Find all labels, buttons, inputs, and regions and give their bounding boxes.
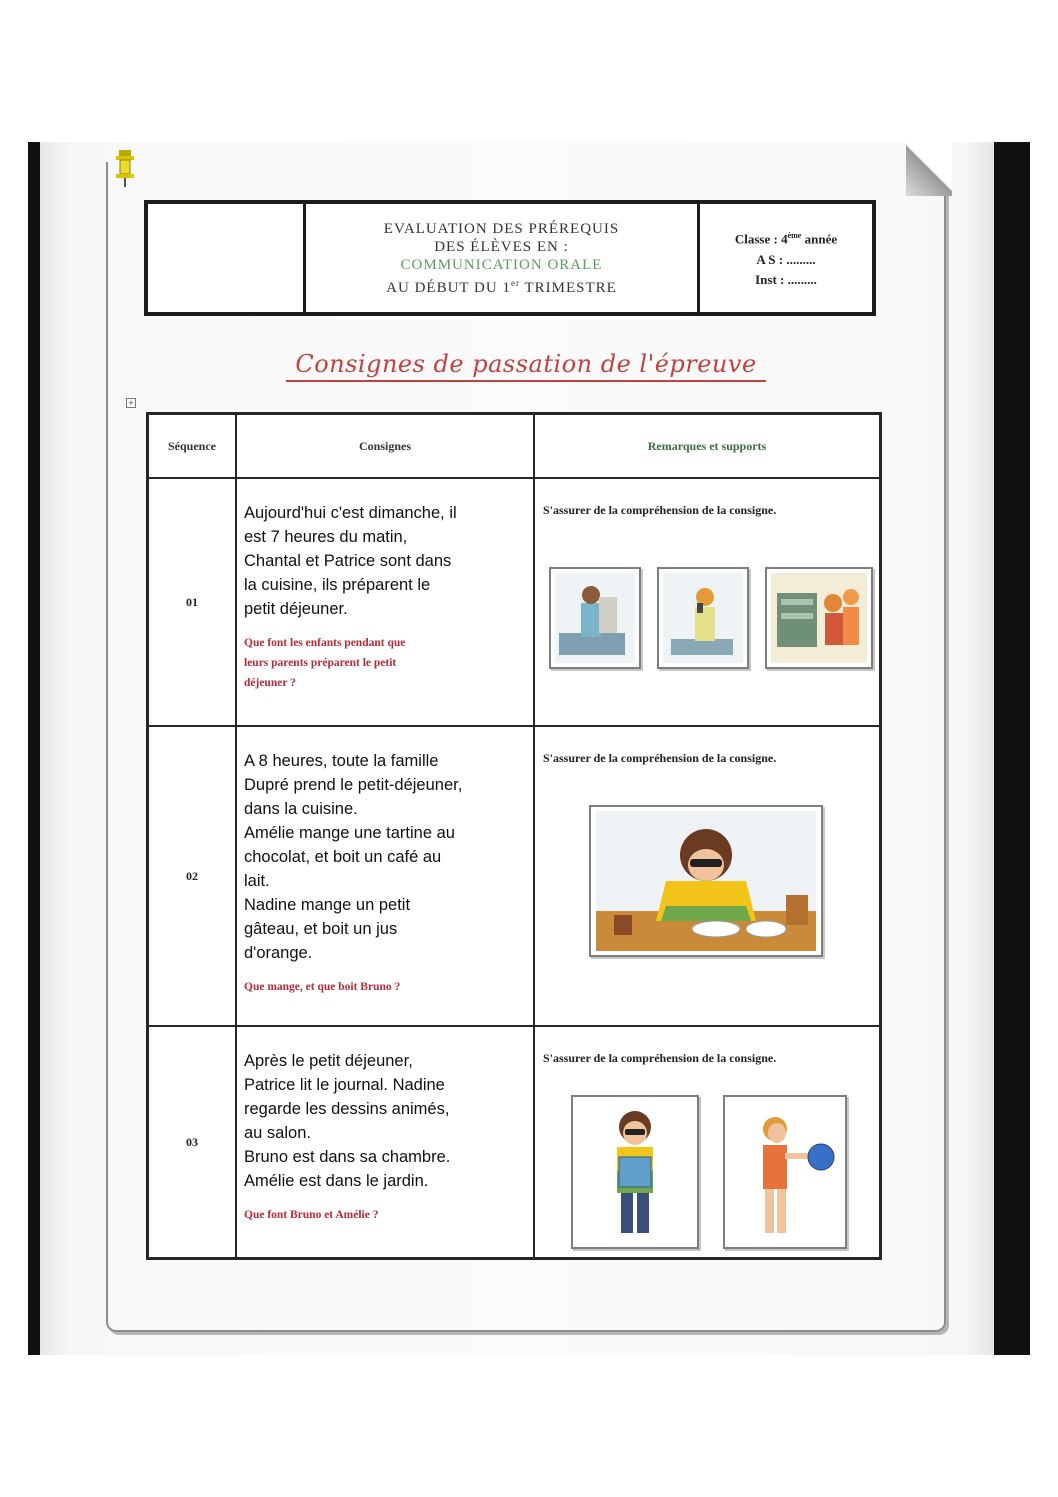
- children-kitchen-picture: [765, 567, 873, 669]
- header-remarks: Remarques et supports: [647, 438, 767, 453]
- sequence-number: 03: [149, 1027, 237, 1257]
- instruction-cell: [237, 727, 535, 1025]
- header-class-sup: ème: [787, 231, 802, 241]
- instruction-text: Aujourd'hui c'est dimanche, il est 7 heures du matin, Chantal et Patrice sont dans la cuisine, ils préparent le petit déjeuner.: [244, 504, 457, 618]
- header-class-cell: [700, 204, 872, 312]
- header-class: [735, 226, 837, 249]
- header-instructions: Consignes: [237, 415, 535, 477]
- instruction-question: Que font Bruno et Amélie ?: [244, 1209, 379, 1221]
- boy-breakfast-picture: [589, 805, 823, 957]
- header-title-cell: [306, 204, 700, 312]
- header-class-prefix: Classe : 4: [734, 231, 788, 247]
- header-subject: COMMUNICATION ORALE: [400, 256, 603, 273]
- header-table: [144, 200, 876, 316]
- remark-text: S'assurer de la compréhension de la consigne.: [543, 1051, 777, 1065]
- left-border-bar: [28, 142, 40, 1355]
- header-period-suffix: TRIMESTRE: [519, 279, 617, 296]
- table-anchor-icon: +: [126, 398, 136, 408]
- instruction-question: Que mange, et que boit Bruno ?: [244, 981, 401, 993]
- sequence-number: 02: [149, 727, 237, 1025]
- header-logo-cell: [148, 204, 306, 312]
- girl-ball-picture: [723, 1095, 847, 1249]
- header-inst: Inst : .........: [755, 271, 817, 287]
- instructions-table: [146, 412, 882, 1260]
- document-page: [40, 142, 994, 1355]
- instruction-question: Que font les enfants pendant que leurs parents préparent le petit déjeuner ?: [244, 637, 406, 689]
- header-class-suffix: année: [801, 231, 838, 247]
- header-period-sup: er: [510, 277, 520, 288]
- page-curl-icon: [906, 142, 952, 196]
- header-title-line-2: DES ÉLÈVES EN :: [434, 238, 569, 255]
- header-period-prefix: AU DÉBUT DU 1: [386, 279, 511, 296]
- page-heading: Consignes de passation de l'épreuve: [286, 350, 766, 382]
- header-as: A S : .........: [756, 251, 816, 267]
- remark-cell: [535, 479, 879, 725]
- table-row: [149, 1027, 879, 1257]
- pushpin-icon: [110, 148, 140, 188]
- header-period: [386, 274, 617, 297]
- header-sequence: Séquence: [149, 415, 237, 477]
- right-border-bar: [994, 142, 1030, 1355]
- boy-reading-picture: [571, 1095, 699, 1249]
- sequence-number: 01: [149, 479, 237, 725]
- remark-text: S'assurer de la compréhension de la consigne.: [543, 751, 777, 765]
- table-header-row: [149, 415, 879, 479]
- instruction-text: Après le petit déjeuner, Patrice lit le journal. Nadine regarde les dessins animés, au salon. Bruno est dans sa chambre. Amélie est dans le jardin.: [244, 1052, 451, 1190]
- instruction-cell: [237, 479, 535, 725]
- remark-text: S'assurer de la compréhension de la consigne.: [543, 503, 777, 517]
- table-row: [149, 479, 879, 727]
- header-title-line-1: EVALUATION DES PRÉREQUIS: [383, 220, 620, 237]
- child-phone-picture: [657, 567, 749, 669]
- instruction-cell: [237, 1027, 535, 1257]
- remark-cell: [535, 1027, 879, 1257]
- table-row: [149, 727, 879, 1027]
- remark-cell: [535, 727, 879, 1025]
- instruction-text: A 8 heures, toute la famille Dupré prend le petit-déjeuner, dans la cuisine. Amélie mange une tartine au chocolat, et boit un café au lait. Nadine mange un petit gâteau, et boit un jus d'orange.: [244, 752, 463, 962]
- child-bed-picture: [549, 567, 641, 669]
